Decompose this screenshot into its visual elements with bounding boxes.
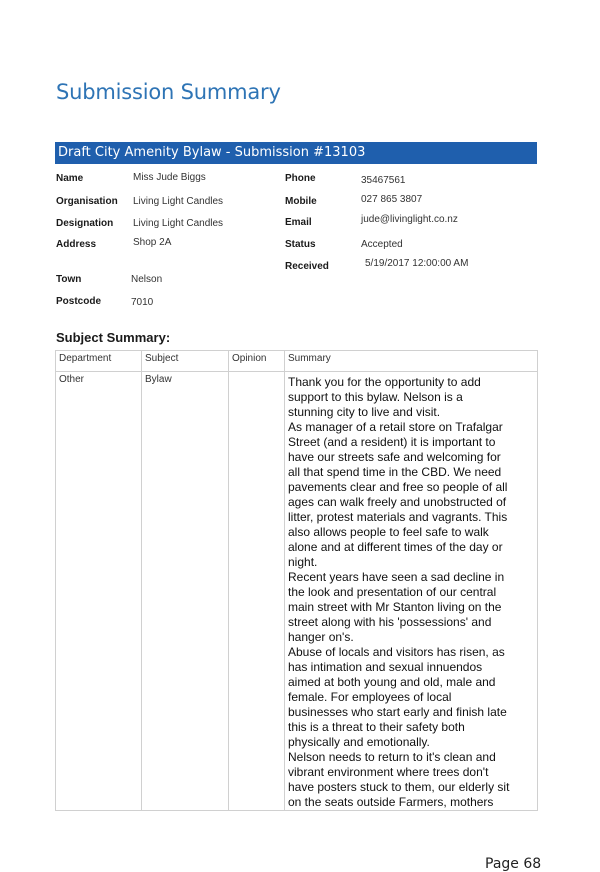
summary-line: main street with Mr Stanton living on the	[288, 600, 502, 614]
subject-cell: Bylaw	[142, 372, 229, 811]
summary-cell	[285, 372, 538, 811]
summary-line: Abuse of locals and visitors has risen, as	[288, 645, 505, 659]
name-value: Miss Jude Biggs	[133, 172, 206, 183]
status-value: Accepted	[361, 239, 403, 250]
department-cell: Other	[56, 372, 142, 811]
town-value: Nelson	[131, 274, 163, 285]
received-value: 5/19/2017 12:00:00 AM	[365, 258, 469, 269]
summary-line: As manager of a retail store on Trafalgar	[288, 420, 503, 434]
summary-line: vibrant environment where trees don't	[288, 765, 489, 779]
summary-line: street along with his 'possessions' and	[288, 615, 492, 629]
summary-line: aimed at both young and old, male and	[288, 675, 496, 689]
summary-line: litter, protest materials and vagrants. This	[288, 510, 508, 524]
designation-label: Designation	[56, 218, 114, 229]
summary-line: night.	[288, 555, 318, 569]
column-header-department: Department	[56, 351, 142, 372]
column-header-opinion: Opinion	[229, 351, 285, 372]
column-header-subject: Subject	[142, 351, 229, 372]
column-header-summary: Summary	[285, 351, 538, 372]
address-label: Address	[56, 239, 97, 250]
summary-line: the look and presentation of our central	[288, 585, 497, 599]
summary-line: alone and at different times of the day or	[288, 540, 503, 554]
table-row	[56, 372, 538, 811]
postcode-label: Postcode	[56, 296, 102, 307]
status-label: Status	[285, 239, 316, 250]
postcode-value: 7010	[131, 297, 154, 308]
name-label: Name	[56, 173, 84, 184]
phone-label: Phone	[285, 173, 316, 184]
summary-line: pavements clear and free so people of all	[288, 480, 508, 494]
summary-line: ages can walk freely and unobstructed of	[288, 495, 507, 509]
summary-line: have posters stuck to them, our elderly sit	[288, 780, 510, 794]
summary-line: stunning city to live and visit.	[288, 405, 441, 419]
submission-banner: Draft City Amenity Bylaw - Submission #13103	[55, 142, 537, 164]
summary-line: Thank you for the opportunity to add	[288, 375, 481, 389]
table-header-row	[56, 351, 538, 372]
designation-value: Living Light Candles	[133, 218, 224, 229]
summary-line: this is a threat to their safety both	[288, 720, 465, 734]
received-label: Received	[285, 261, 329, 272]
summary-line: all that spend time in the CBD. We need	[288, 465, 502, 479]
summary-line: hanger on's.	[288, 630, 354, 644]
summary-line: has intimation and sexual innuendos	[288, 660, 483, 674]
page-number: Page 68	[485, 856, 542, 872]
organisation-value: Living Light Candles	[133, 196, 224, 207]
summary-line: female. For employees of local	[288, 690, 452, 704]
phone-value: 35467561	[361, 175, 406, 186]
summary-line: Nelson needs to return to it's clean and	[288, 750, 496, 764]
summary-line: Recent years have seen a sad decline in	[288, 570, 505, 584]
email-label: Email	[285, 217, 312, 228]
summary-line: Street (and a resident) it is important to	[288, 435, 496, 449]
summary-line: on the seats outside Farmers, mothers	[288, 795, 494, 809]
email-value: jude@livinglight.co.nz	[361, 214, 458, 225]
summary-line: physically and emotionally.	[288, 735, 430, 749]
opinion-cell	[229, 372, 285, 811]
mobile-value: 027 865 3807	[361, 194, 423, 205]
page-title: Submission Summary	[56, 80, 281, 104]
summary-line: also allows people to feel safe to walk	[288, 525, 489, 539]
subject-summary-table	[55, 350, 538, 811]
mobile-label: Mobile	[285, 196, 317, 207]
summary-line: support to this bylaw. Nelson is a	[288, 390, 463, 404]
town-label: Town	[56, 274, 82, 285]
subject-summary-heading: Subject Summary:	[56, 330, 171, 345]
summary-line: have our streets safe and welcoming for	[288, 450, 501, 464]
address-value: Shop 2A	[133, 237, 172, 248]
organisation-label: Organisation	[56, 196, 118, 207]
summary-line: businesses who start early and finish late	[288, 705, 507, 719]
